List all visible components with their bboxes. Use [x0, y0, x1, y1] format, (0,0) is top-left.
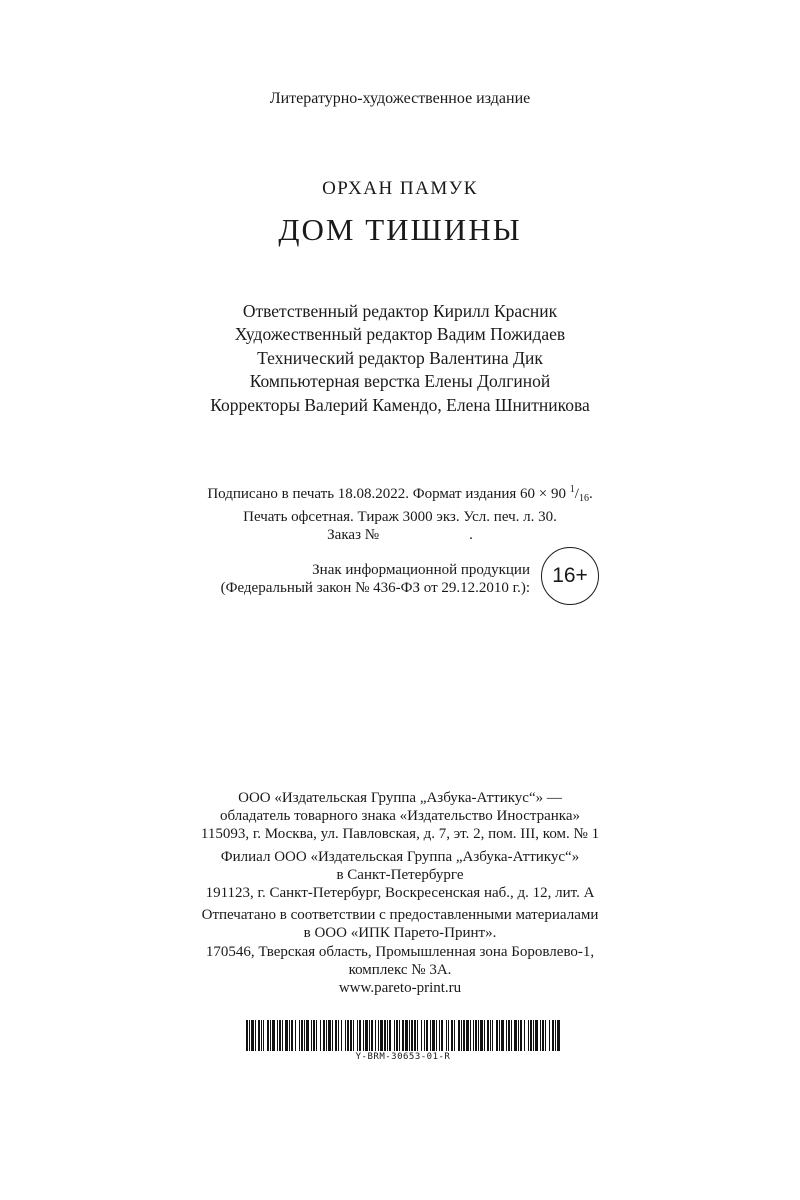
info-sign-law-line: (Федеральный закон № 436-ФЗ от 29.12.2010 г.): [220, 580, 530, 597]
publisher-branch [0, 848, 800, 903]
printer-line: комплекс № 3А. [348, 961, 452, 978]
barcode-bar [557, 1020, 560, 1051]
printer-info [0, 906, 800, 997]
printer-line: в ООО «ИПК Парето-Принт». [303, 925, 497, 942]
print-format-text: Подписано в печать 18.08.2022. Формат издания 60 × 90 [207, 486, 570, 502]
print-format-line [0, 481, 800, 508]
publisher-line: обладатель товарного знака «Издательство Иностранка» [219, 808, 581, 825]
genre-label: Литературно-художественное издание [269, 90, 531, 107]
publisher-block [0, 789, 800, 1001]
credit-line-technical-editor: Технический редактор Валентина Дик [257, 347, 543, 368]
publisher-line: Филиал ООО «Издательская Группа „Азбука-Аттикус“» [220, 848, 580, 865]
print-info-block [0, 481, 800, 545]
credits-block [0, 300, 800, 417]
order-end: . [469, 527, 473, 544]
credit-line-responsible-editor: Ответственный редактор Кирилл Красник [242, 301, 558, 321]
print-run-line: Печать офсетная. Тираж 3000 экз. Усл. печ. л. 30. [243, 509, 557, 526]
fraction-slash: / [574, 486, 579, 502]
publisher-line: 191123, г. Санкт-Петербург, Воскресенская наб., д. 12, лит. А [205, 885, 595, 902]
info-sign-block [200, 561, 530, 597]
order-line [0, 526, 800, 544]
publisher-line: ООО «Издательская Группа „Азбука-Аттикус“» — [238, 790, 562, 806]
format-fraction [570, 486, 589, 502]
publisher-line: в Санкт-Петербурге [336, 866, 464, 883]
barcode [246, 1020, 560, 1062]
credit-line-proofreaders: Корректоры Валерий Камендо, Елена Шнитникова [210, 394, 590, 415]
fraction-numerator: 1 [569, 484, 575, 495]
printer-website: www.pareto-print.ru [338, 980, 462, 997]
barcode-code: Y-BRM-30653-01-R [355, 1052, 451, 1062]
printer-line: 170546, Тверская область, Промышленная зона Боровлево-1, [205, 943, 595, 960]
book-title: ДОМ ТИШИНЫ [278, 212, 522, 247]
printer-line: Отпечатано в соответствии с предоставленными материалами [201, 907, 599, 924]
print-format-end: . [588, 486, 593, 502]
age-rating-badge: 16+ [541, 547, 599, 605]
info-sign-line: Знак информационной продукции [312, 562, 530, 578]
barcode-bars [246, 1020, 560, 1051]
fraction-denominator: 16 [578, 493, 589, 504]
order-label: Заказ № [327, 527, 380, 544]
publisher-line: 115093, г. Москва, ул. Павловская, д. 7, эт. 2, пом. III, ком. № 1 [200, 826, 600, 843]
publisher-main-office [0, 789, 800, 844]
credit-line-art-editor: Художественный редактор Вадим Пожидаев [234, 324, 566, 345]
author-name: ОРХАН ПАМУК [322, 178, 478, 199]
credit-line-layout: Компьютерная верстка Елены Долгиной [249, 371, 551, 392]
